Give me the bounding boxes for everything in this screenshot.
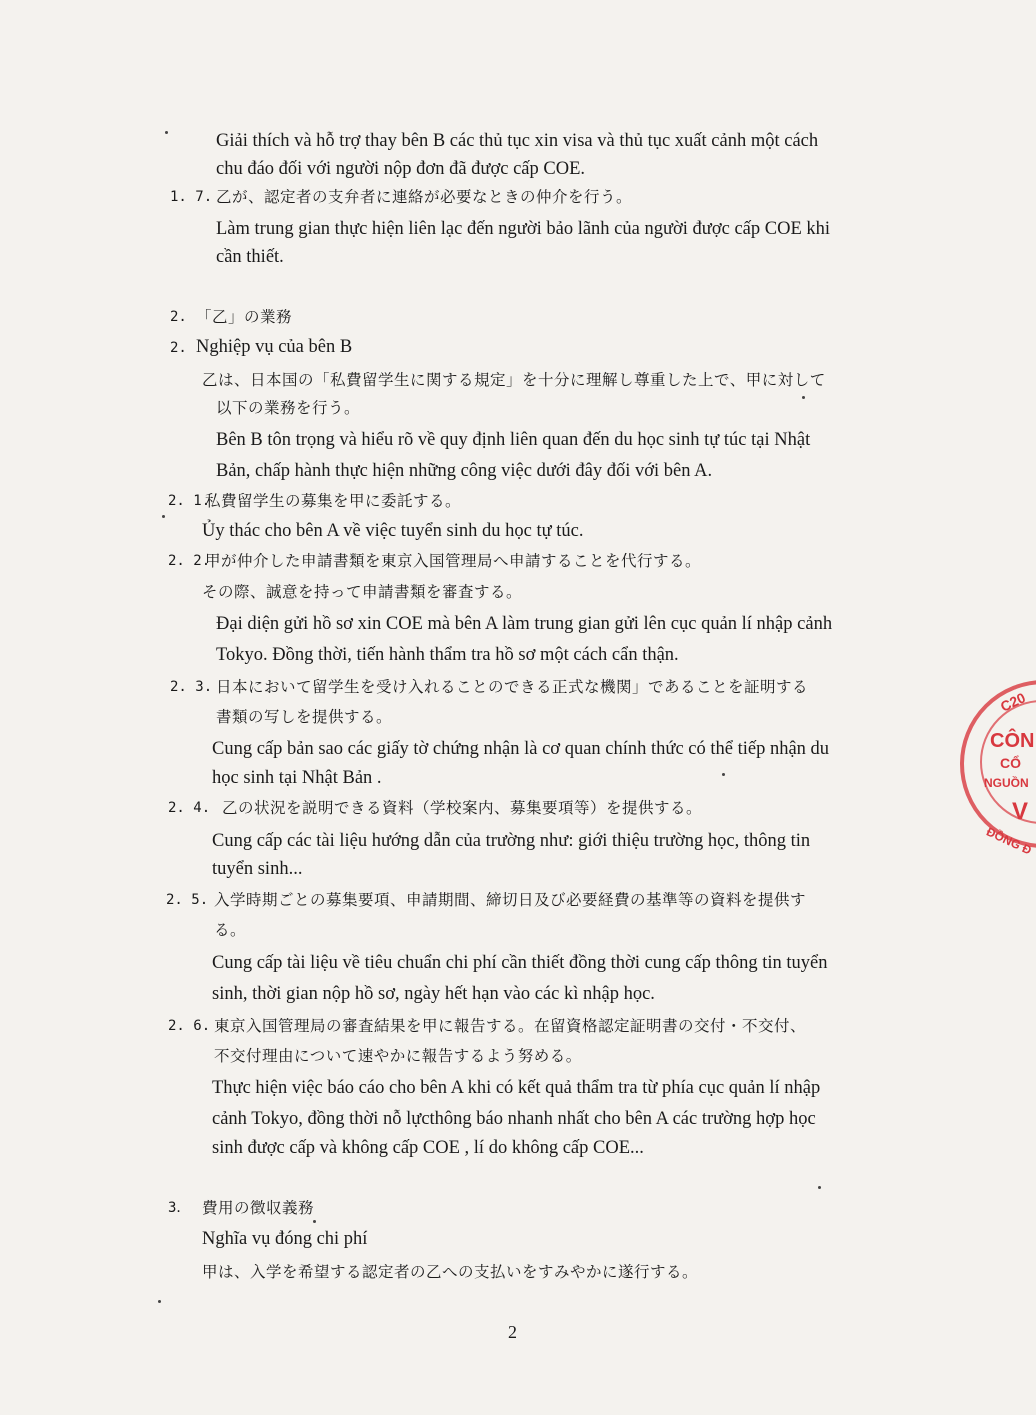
- seal-text: C20: [997, 689, 1028, 715]
- text-line: Cung cấp các tài liệu hướng dẫn của trường như: giới thiệu trường học, thông tin: [212, 831, 811, 851]
- scan-speck: [802, 396, 805, 399]
- text-line-jp: 私費留学生の募集を甲に委託する。: [205, 492, 462, 510]
- text-line: Cung cấp tài liệu về tiêu chuẩn chi phí cần thiết đồng thời cung cấp thông tin tuyển: [212, 953, 828, 973]
- item-number: 2. 5.: [166, 892, 209, 908]
- text-line: sinh, thời gian nộp hồ sơ, ngày hết hạn vào các kì nhập học.: [212, 984, 655, 1004]
- text-line-jp: 東京入国管理局の審査結果を甲に報告する。在留資格認定証明書の交付・不交付、: [214, 1017, 807, 1035]
- scan-speck: [158, 1300, 161, 1303]
- scan-speck: [165, 131, 168, 134]
- seal-text: V: [1012, 798, 1029, 825]
- scan-speck: [313, 1220, 316, 1223]
- section-heading: Nghĩa vụ đóng chi phí: [202, 1229, 368, 1249]
- scan-speck: [818, 1186, 821, 1189]
- text-line: cần thiết.: [216, 247, 284, 267]
- item-number: 2. 3.: [170, 679, 213, 695]
- text-line: cảnh Tokyo, đồng thời nỗ lựcthông báo nhanh nhất cho bên A các trường hợp học: [212, 1109, 816, 1129]
- text-line-jp: 乙は、日本国の「私費留学生に関する規定」を十分に理解し尊重した上で、甲に対して: [202, 371, 826, 389]
- text-line-jp: その際、誠意を持って申請書類を審査する。: [202, 583, 523, 601]
- seal-text: CỔ: [1000, 755, 1021, 771]
- text-line: chu đáo đối với người nộp đơn đã được cấp COE.: [216, 159, 585, 179]
- seal-text: ĐỒNG Đ: [984, 824, 1034, 858]
- text-line: Cung cấp bản sao các giấy tờ chứng nhận là cơ quan chính thức có thể tiếp nhận du: [212, 739, 830, 759]
- item-number: 2. 6.: [168, 1018, 211, 1034]
- text-line-jp: 書類の写しを提供する。: [216, 708, 393, 726]
- text-line-jp: 乙の状況を説明できる資料（学校案内、募集要項等）を提供する。: [222, 799, 703, 817]
- text-line-jp: 入学時期ごとの募集要項、申請期間、締切日及び必要経費の基準等の資料を提供す: [214, 891, 807, 909]
- section-heading-jp: 費用の徴収義務: [202, 1199, 315, 1217]
- seal-text: NGUỒN: [984, 776, 1029, 790]
- text-line: Bên B tôn trọng và hiểu rõ về quy định liên quan đến du học sinh tự túc tại Nhật: [216, 430, 811, 450]
- text-line: Bản, chấp hành thực hiện những công việc dưới đây đối với bên A.: [216, 461, 713, 481]
- text-line-jp: 以下の業務を行う。: [216, 399, 361, 417]
- section-heading-jp: 「乙」の業務: [196, 308, 293, 326]
- page-number: 2: [508, 1322, 517, 1342]
- text-line: Ủy thác cho bên A về việc tuyển sinh du học tự túc.: [202, 521, 584, 541]
- section-number: 2.: [170, 340, 187, 356]
- text-line-jp: 乙が、認定者の支弁者に連絡が必要なときの仲介を行う。: [216, 188, 633, 206]
- text-line-jp: 日本において留学生を受け入れることのできる正式な機関」であることを証明する: [216, 678, 809, 696]
- item-number: 2. 2.: [168, 553, 211, 569]
- item-number: 2. 1.: [168, 493, 211, 509]
- text-line-jp: 甲は、入学を希望する認定者の乙への支払いをすみやかに遂行する。: [202, 1263, 699, 1281]
- text-line: Tokyo. Đồng thời, tiến hành thẩm tra hồ sơ một cách cẩn thận.: [216, 645, 679, 665]
- text-line-jp: 不交付理由について速やかに報告するよう努める。: [214, 1047, 582, 1065]
- section-number: 3．: [168, 1200, 191, 1216]
- item-number: 1. 7.: [170, 189, 213, 205]
- scan-speck: [162, 515, 165, 518]
- seal-text: CÔN: [990, 730, 1035, 752]
- item-number: 2. 4.: [168, 800, 211, 816]
- text-line: Giải thích và hỗ trợ thay bên B các thủ tục xin visa và thủ tục xuất cảnh một cách: [216, 131, 819, 151]
- section-number: 2.: [170, 309, 187, 325]
- scan-speck: [722, 773, 725, 776]
- text-line: Đại diện gửi hồ sơ xin COE mà bên A làm trung gian gửi lên cục quản lí nhập cảnh: [216, 614, 833, 634]
- text-line: Làm trung gian thực hiện liên lạc đến người bảo lãnh của người được cấp COE khi: [216, 219, 831, 239]
- text-line: tuyển sinh...: [212, 859, 303, 879]
- section-heading: Nghiệp vụ của bên B: [196, 337, 353, 357]
- text-line: học sinh tại Nhật Bản .: [212, 768, 382, 788]
- text-line: Thực hiện việc báo cáo cho bên A khi có kết quả thẩm tra từ phía cục quản lí nhập: [212, 1078, 821, 1098]
- text-line: sinh được cấp và không cấp COE , lí do không cấp COE...: [212, 1138, 644, 1158]
- text-line-jp: 甲が仲介した申請書類を東京入国管理局へ申請することを代行する。: [205, 552, 702, 570]
- text-line-jp: る。: [214, 921, 247, 939]
